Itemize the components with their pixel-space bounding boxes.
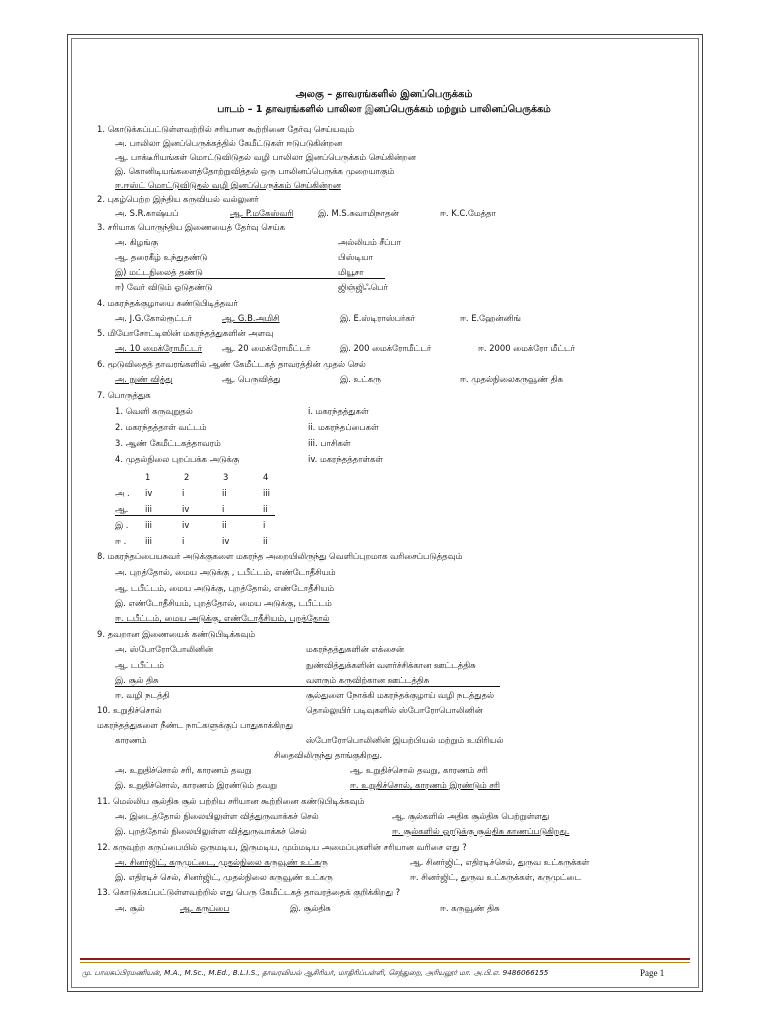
q7-row-cell: iii	[145, 504, 152, 514]
q10-reason-label: காரணம்	[115, 735, 147, 745]
q6-question: 6. மூடுவிதைத் தாவரங்களில் ஆண் கேமீட்டகத் தாவரத்தின் முதல் செல்	[97, 359, 366, 369]
q3-d-right: ஜிஞ்ஜிஃபெர்	[338, 282, 388, 292]
q2-question: 2. புகழ்பெற்ற இந்திய கருவியல் வல்லுனர்	[97, 194, 259, 204]
q7-head-1: 1	[145, 472, 151, 482]
q12-option-b: ஆ. சினர்ஜிட், எதிரடிச்செல், துருவ உட்கருக்கள்	[410, 857, 590, 867]
q7-left-3: 3. ஆண் கேமீட்டகத்தாவரம்	[115, 438, 221, 448]
q9-b-right: நுண்வித்துக்களின் வளர்ச்சிக்கான ஊட்டத்திசு	[306, 660, 476, 670]
q7-row-cell: iv	[222, 536, 230, 546]
q4-option-c: இ. E.ஸ்டிராஸ்பர்கர்	[340, 313, 416, 323]
q9-c-left: இ. சூல் திசு	[115, 674, 500, 687]
q7-row-key: இ .	[115, 520, 129, 530]
q2-option-d: ஈ. K.C.மேத்தா	[440, 208, 496, 218]
lesson-title: பாடம் – 1 தாவரங்களில் பாலிலா இனப்பெருக்கம் மற்றும் பாலினப்பெருக்கம்	[217, 104, 551, 115]
q10-reason-cont: சிதைவிலிருந்து தாங்குகிறது.	[274, 750, 383, 760]
q9-c-right: வளரும் கருவிற்கான ஊட்டத்திசு	[306, 675, 430, 685]
q12-option-a: அ. சினர்ஜிட், கருமுட்டை, முதல்நிலை கருவூண் உட்கரு	[115, 857, 328, 867]
q4-option-a: அ. J.G.கோல்ரூட்டர்	[115, 313, 193, 323]
q7-right-1: i. மகரந்தத்துகள்	[308, 406, 369, 416]
q7-row-cell: iii	[145, 536, 152, 546]
q12-option-d: ஈ. சினர்ஜிட், துருவ உட்கருக்கள், கருமுட்டை	[410, 872, 582, 882]
q7-question: 7. பொருத்துக	[97, 390, 151, 400]
q5-option-c: இ. 200 மைக்ரோமீட்டர்	[340, 343, 432, 353]
q7-head-4: 4	[263, 472, 269, 482]
q3-a-left: அ. கிழங்கு	[115, 237, 158, 247]
q9-d-left: ஈ. வழி நடத்தி	[115, 690, 170, 700]
q11-option-b: ஆ. சூல்களில் அதிக சூல்திசு பெற்றுள்ளது	[392, 811, 550, 821]
q10-option-d: ஈ. உறுதிச்சொல், காரணம் இரண்டும் சரி	[350, 780, 500, 790]
q12-option-c: இ. எதிரடிச் செல், சினர்ஜிட், முதல்நிலை கருவூண் உட்கரு	[115, 872, 333, 882]
q13-option-c: இ. சூல்திசு	[290, 903, 331, 913]
q3-a-right: அல்லியம் சீப்பா	[338, 237, 401, 247]
q5-option-a: அ. 10 மைக்ரோமீட்டர்	[115, 343, 203, 353]
q7-row-cell: i	[182, 536, 185, 546]
q5-option-d: ஈ. 2000 மைக்ரோ மீட்டர்	[478, 343, 576, 353]
q7-row-cell: i	[182, 488, 185, 498]
q4-option-d: ஈ. E.ஹேன்னிங்	[460, 313, 521, 323]
q7-row-cell: iii	[145, 520, 152, 530]
q11-option-a: அ. இடைத்தோல் நிலையிலுள்ள வித்துருவாக்கச் செல்	[115, 811, 319, 821]
q5-question: 5. மியோசோட்டிஸின் மகரந்தத்துகளின் அளவு	[97, 328, 274, 338]
q7-row-cell: iv	[182, 520, 190, 530]
q7-row-key: ஆ.	[115, 504, 129, 514]
q6-option-b: ஆ. பெருவித்து	[222, 374, 281, 384]
q8-option-a: அ. புறத்தோல், மைய அடுக்கு , டபீட்டம், எண்டோதீசியம்	[115, 567, 336, 577]
footer-author: மு. பாலசுப்பிரமணியன், M.A., M.Sc., M.Ed., B.L.I.S., தாவரவியல் ஆசிரியர், மாதிரிப்பள்ளி, செந்துறை, அரியலூர் மா. அ.பி.எ. 9486066155	[82, 968, 549, 977]
q11-question: 11. மெல்லிய சூல்திசு சூல் பற்றிய சரியான கூற்றினை கண்டுபிடிக்கவும்	[97, 796, 365, 806]
q2-option-c: இ. M.S.சுவாமிநாதன்	[318, 208, 399, 218]
q2-option-a: அ. S.R.காஷ்யப்	[115, 208, 179, 218]
q1-option-b: ஆ. பாக்டீரியங்கள் மொட்டுவிடுதல் வழி பாலிலா இனப்பெருக்கம் செய்கின்றன	[115, 152, 416, 162]
q13-option-d: ஈ. கருவூண் திசு	[440, 903, 500, 913]
q7-row-cell: iv	[182, 504, 190, 514]
q10-assertion: தொல்லுயிர் படிவுகளில் ஸ்போரோபொலினின்	[306, 705, 483, 715]
q13-option-a: அ. சூல்	[115, 903, 145, 913]
q6-option-d: ஈ. முதல்நிலைகருவூண் திசு	[460, 374, 563, 384]
footer-page-number: Page 1	[640, 968, 665, 978]
q13-question: 13. கொடுக்கப்பட்டுள்ளவற்றில் எது பெரு கேமீட்டகத் தாவரத்தைக் குறிக்கிறது ?	[97, 887, 401, 897]
footer-rule-bottom	[80, 962, 690, 963]
q7-right-3: iii. பாசிகள்	[308, 438, 351, 448]
q10-reason: ஸ்போரோபொலினின் இயற்பியல் மற்றும் உயிரியல்	[306, 735, 504, 745]
q7-left-1: 1. வெளி கருவுறுதல்	[115, 406, 193, 416]
q9-question: 9. தவறான இணையைக் கண்டுபிடிக்கவும்	[97, 629, 256, 639]
q10-option-c: இ. உறுதிச்சொல், காரணம் இரண்டும் தவறு	[115, 780, 277, 790]
q7-head-3: 3	[223, 472, 229, 482]
q11-option-d: ஈ. சூல்களில் ஓரடுக்கு சூல்திசு காணப்படுகிறது.	[392, 826, 570, 836]
q10-option-a: அ. உறுதிச்சொல் சரி, காரணம் தவறு	[115, 765, 252, 775]
q9-a-right: மகரந்தத்துகளின் எக்சைன்	[306, 644, 404, 654]
q1-option-d: ஈ.ஈஸ்ட் மொட்டுவிடுதல் வழி இனப்பெருக்கம் செய்கின்றன	[115, 180, 341, 190]
q7-row-cell: i	[263, 520, 266, 530]
q8-option-d: ஈ. டபீட்டம், மைய அடுக்கு, எண்டோதீசியம், புறத்தோல்	[115, 613, 330, 623]
unit-title: அலகு – தாவரங்களில் இனப்பெருக்கம்	[295, 89, 473, 100]
q13-option-b: ஆ. கருப்பை	[180, 903, 230, 913]
q7-row-cell: ii	[263, 504, 268, 514]
q1-option-a: அ. பாலிலா இனப்பெருக்கத்தில் கேமீட்டுகள் ஈடுபடுகின்றன	[115, 138, 343, 148]
q7-left-4: 4. முதல்நிலை புறப்பக்க அடுக்கு	[115, 454, 240, 464]
q10-question: 10. உறுதிச்சொல்	[97, 705, 162, 715]
q7-head-2: 2	[184, 472, 190, 482]
q7-row-key: அ .	[115, 488, 130, 498]
q7-row-cell: i	[222, 504, 225, 514]
q9-a-left: அ. ஸ்போரோபோலினின்	[115, 644, 214, 654]
q3-d-left: ஈ) வேர் விடும் ஓடுதண்டு	[115, 282, 213, 292]
q7-right-4: iv. மகரந்தத்தாள்கள்	[308, 454, 383, 464]
q2-option-b: ஆ. P.மகேஸ்வரி	[230, 208, 294, 218]
q11-option-c: இ. புறத்தோல் நிலையிலுள்ள வித்துருவாக்கச் செல்	[115, 826, 307, 836]
q7-row-cell: ii	[222, 520, 227, 530]
q6-option-a: அ. நுண் வித்து	[115, 374, 173, 384]
q3-question: 3. சரியாக பொருந்திய இணையைத் தேர்வு செய்க	[97, 222, 285, 232]
q10-assertion-cont: மகரந்தத்துகளை நீண்ட நாட்களுக்குப் பாதுகாக்கிறது	[97, 720, 293, 730]
q12-question: 12. கருவுற்ற கருப்பையில் ஒருமடிய, இருமடிய, மும்மடிய அமைப்புகளின் சரியான வரிசை எது ?	[97, 842, 467, 852]
q4-option-b: ஆ. G.B.அமிசி	[222, 313, 280, 323]
q8-question: 8. மகரந்தப்பையசுவர் அடுக்குகளை மகரந்த அறையிலிருந்து வெளிப்புறமாக வரிசைப்படுத்தவும்	[97, 551, 463, 561]
q9-b-left: ஆ. டபீட்டம்	[115, 660, 164, 670]
q4-question: 4. மகரந்தக்குழாயை கண்டுபிடித்தவர்	[97, 298, 238, 308]
q7-row-cell: iv	[145, 488, 153, 498]
q8-option-c: இ. எண்டோதீசியம், புறத்தோல், மைய அடுக்கு, டபீட்டம்	[115, 598, 332, 608]
q10-option-b: ஆ. உறுதிச்சொல் தவறு, காரணம் சரி	[350, 765, 488, 775]
q1-question: 1. கொடுக்கப்பட்டுள்ளவற்றில் சரியான கூற்றினை தேர்வு செய்யவும்	[97, 124, 355, 134]
q7-right-2: ii. மகரந்தப்பைகள்	[308, 422, 379, 432]
q3-c-right: மியூசா	[338, 267, 364, 277]
q7-row-cell: ii	[263, 536, 268, 546]
q7-row-cell: iii	[263, 488, 270, 498]
q7-row-cell: ii	[222, 488, 227, 498]
q5-option-b: ஆ. 20 மைக்ரோமீட்டர்	[222, 343, 311, 353]
q3-c-left: இ) மட்டநிலைத் தண்டு	[115, 266, 385, 279]
footer-rule-top	[80, 958, 690, 960]
q3-b-left: ஆ. தரைகீழ் உந்துதண்டு	[115, 252, 208, 262]
q6-option-c: இ. உட்கரு	[340, 374, 381, 384]
q3-b-right: பிஸ்டியா	[338, 252, 373, 262]
q8-option-b: ஆ. டபீட்டம், மைய அடுக்கு, புறத்தோல், எண்டோதீசியம்	[115, 583, 335, 593]
q7-answer-underline	[115, 515, 275, 516]
q7-row-key: ஈ .	[115, 536, 127, 546]
q9-d-right: சூல்துளை நோக்கி மகரந்தக்குழாய் வழி நடத்துதல்	[306, 690, 494, 700]
q1-option-c: இ. கொனிடியங்களைத்தோற்றுவித்தல் ஒரு பாலினப்பெருக்க முறையாகும்	[115, 166, 395, 176]
q7-left-2: 2. மகரந்தத்தாள் வட்டம்	[115, 422, 207, 432]
